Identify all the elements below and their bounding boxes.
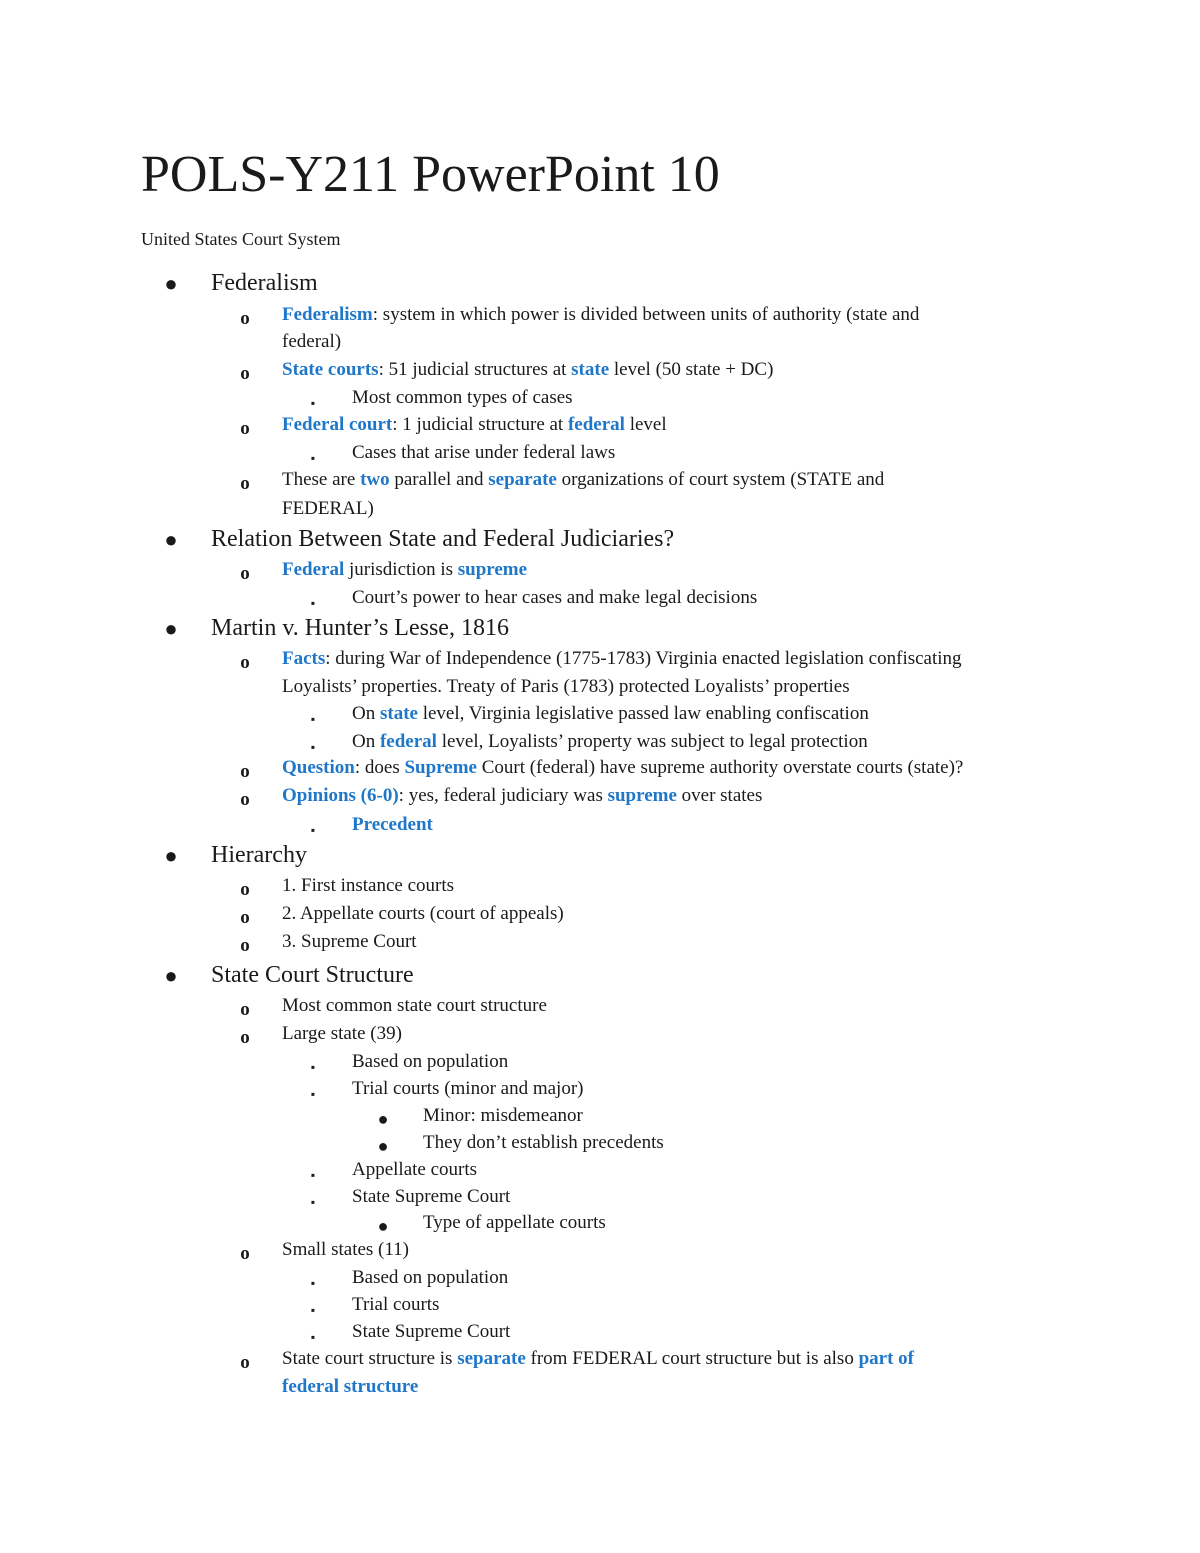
list-item (352, 386, 573, 410)
bullet-circle-icon: o (240, 563, 250, 584)
keyword-highlight: separate (457, 1348, 526, 1369)
bullet-circle-icon: o (240, 935, 250, 956)
document-title: POLS-Y211 PowerPoint 10 (141, 146, 720, 203)
bullet-disc-icon: ● (164, 963, 178, 988)
line-text: State Supreme Court (352, 1186, 511, 1207)
line-text: organizations of court system (STATE and (556, 469, 885, 490)
list-item (282, 756, 963, 780)
bullet-circle-icon: o (240, 999, 250, 1020)
list-item (352, 1293, 439, 1317)
line-text: : during War of Independence (1775-1783) Virginia enacted legislation confiscating (325, 648, 962, 669)
list-item (282, 1022, 402, 1046)
line-text: : 1 judicial structure at (392, 414, 568, 435)
line-text: Court (federal) have supreme authority overstate courts (state)? (476, 757, 964, 778)
line-text: 2. Appellate courts (court of appeals) (282, 903, 564, 924)
keyword-highlight: supreme (457, 559, 528, 580)
keyword-highlight: State courts (282, 359, 379, 380)
keyword-highlight: Opinions (6-0) (282, 785, 399, 806)
keyword-highlight: separate (488, 469, 557, 490)
line-text: 1. First instance courts (282, 875, 455, 896)
list-item (282, 784, 762, 808)
bullet-circle-icon: o (240, 1027, 250, 1048)
line-text: Most common state court structure (282, 995, 547, 1016)
line-text: level (624, 414, 667, 435)
list-item (352, 1050, 508, 1074)
section-heading (211, 524, 674, 554)
line-text: from FEDERAL court structure but is also (525, 1348, 859, 1369)
list-item (282, 1347, 914, 1371)
line-text: Trial courts (352, 1294, 440, 1315)
bullet-square-icon: ▪ (310, 823, 316, 837)
bullet-disc-icon: ● (377, 1216, 389, 1236)
line-text: jurisdiction is (344, 559, 458, 580)
list-item (282, 874, 454, 898)
line-text: State Supreme Court (352, 1321, 511, 1342)
bullet-square-icon: ▪ (310, 451, 316, 465)
bullet-square-icon: ▪ (310, 1060, 316, 1074)
list-item (352, 1320, 510, 1344)
list-item (282, 1238, 409, 1262)
list-item (352, 813, 433, 837)
line-text: Martin v. Hunter’s Lesse, 1816 (211, 615, 509, 641)
line-text: These are (282, 469, 361, 490)
continuation-line (282, 1375, 418, 1399)
keyword-highlight: Federalism (282, 304, 373, 325)
line-text: Based on population (352, 1051, 509, 1072)
list-item (282, 994, 547, 1018)
line-text: Loyalists’ properties. Treaty of Paris (1783) protected Loyalists’ properties (282, 676, 850, 697)
list-item (352, 1185, 510, 1209)
bullet-disc-icon: ● (377, 1109, 389, 1129)
bullet-square-icon: ▪ (310, 596, 316, 610)
bullet-circle-icon: o (240, 789, 250, 810)
bullet-circle-icon: o (240, 907, 250, 928)
line-text: level (50 state + DC) (609, 359, 774, 380)
bullet-square-icon: ▪ (310, 1168, 316, 1182)
line-text: level, Virginia legislative passed law enabling confiscation (417, 703, 869, 724)
section-heading (211, 840, 307, 870)
line-text: Trial courts (minor and major) (352, 1078, 584, 1099)
keyword-highlight: two (360, 469, 390, 490)
bullet-circle-icon: o (240, 363, 250, 384)
line-text: They don’t establish precedents (423, 1132, 664, 1153)
bullet-circle-icon: o (240, 308, 250, 329)
section-heading (211, 613, 509, 643)
list-item (282, 902, 564, 926)
keyword-highlight: federal (567, 414, 625, 435)
bullet-square-icon: ▪ (310, 712, 316, 726)
bullet-circle-icon: o (240, 1352, 250, 1373)
list-item (352, 702, 869, 726)
keyword-highlight: state (379, 703, 418, 724)
bullet-disc-icon: ● (164, 271, 178, 296)
bullet-square-icon: ▪ (310, 1330, 316, 1344)
list-item (352, 586, 757, 610)
bullet-circle-icon: o (240, 418, 250, 439)
line-text: level, Loyalists’ property was subject to legal protection (436, 731, 868, 752)
list-item (352, 1077, 583, 1101)
list-item (423, 1211, 606, 1235)
line-text: State court structure is (282, 1348, 458, 1369)
line-text: federal) (282, 331, 342, 352)
list-item (352, 1158, 477, 1182)
list-item (352, 730, 868, 754)
bullet-circle-icon: o (240, 879, 250, 900)
line-text: : 51 judicial structures at (378, 359, 572, 380)
bullet-square-icon: ▪ (310, 396, 316, 410)
line-text: : system in which power is divided between units of authority (state and (372, 304, 920, 325)
bullet-disc-icon: ● (164, 616, 178, 641)
line-text: Appellate courts (352, 1159, 478, 1180)
list-item (282, 303, 919, 327)
section-heading (211, 960, 414, 990)
keyword-highlight: Facts (282, 648, 326, 669)
bullet-circle-icon: o (240, 473, 250, 494)
continuation-line (282, 675, 850, 699)
section-heading (211, 268, 318, 298)
line-text: Cases that arise under federal laws (352, 442, 616, 463)
list-item (282, 558, 527, 582)
line-text: Small states (11) (282, 1239, 409, 1260)
bullet-square-icon: ▪ (310, 1276, 316, 1290)
bullet-square-icon: ▪ (310, 1195, 316, 1209)
bullet-disc-icon: ● (377, 1136, 389, 1156)
keyword-highlight: Supreme (404, 757, 477, 778)
list-item (282, 413, 667, 437)
line-text: Court’s power to hear cases and make legal decisions (352, 587, 758, 608)
keyword-highlight: Federal (282, 559, 345, 580)
line-text: Large state (39) (282, 1023, 402, 1044)
bullet-disc-icon: ● (164, 843, 178, 868)
list-item (282, 930, 417, 954)
bullet-circle-icon: o (240, 761, 250, 782)
line-text: Type of appellate courts (423, 1212, 606, 1233)
list-item (282, 358, 773, 382)
line-text: Relation Between State and Federal Judiciaries? (211, 526, 675, 552)
line-text: FEDERAL) (282, 498, 374, 519)
list-item (352, 1266, 508, 1290)
line-text: Most common types of cases (352, 387, 573, 408)
line-text: Hierarchy (211, 842, 307, 868)
keyword-highlight: Question (282, 757, 355, 778)
bullet-circle-icon: o (240, 652, 250, 673)
list-item (352, 441, 615, 465)
continuation-line (282, 497, 374, 521)
line-text: On (352, 731, 380, 752)
line-text: over states (676, 785, 763, 806)
keyword-highlight: Federal court (282, 414, 393, 435)
bullet-circle-icon: o (240, 1243, 250, 1264)
list-item (423, 1131, 664, 1155)
continuation-line (282, 330, 341, 354)
keyword-highlight: Precedent (352, 814, 433, 835)
line-text: Minor: misdemeanor (423, 1105, 583, 1126)
list-item (423, 1104, 583, 1128)
bullet-square-icon: ▪ (310, 1303, 316, 1317)
line-text: On (352, 703, 380, 724)
line-text: : yes, federal judiciary was (398, 785, 608, 806)
line-text: 3. Supreme Court (282, 931, 417, 952)
keyword-highlight: federal structure (282, 1376, 419, 1397)
line-text: State Court Structure (211, 962, 414, 988)
line-text: Based on population (352, 1267, 509, 1288)
keyword-highlight: supreme (607, 785, 677, 806)
keyword-highlight: state (571, 359, 610, 380)
line-text: Federalism (211, 270, 318, 296)
bullet-square-icon: ▪ (310, 740, 316, 754)
document-subtitle: United States Court System (141, 229, 341, 249)
keyword-highlight: federal (379, 731, 437, 752)
bullet-disc-icon: ● (164, 527, 178, 552)
list-item (282, 468, 884, 492)
line-text: parallel and (389, 469, 489, 490)
line-text: : does (354, 757, 405, 778)
bullet-square-icon: ▪ (310, 1087, 316, 1101)
keyword-highlight: part of (858, 1348, 914, 1369)
list-item (282, 647, 962, 671)
